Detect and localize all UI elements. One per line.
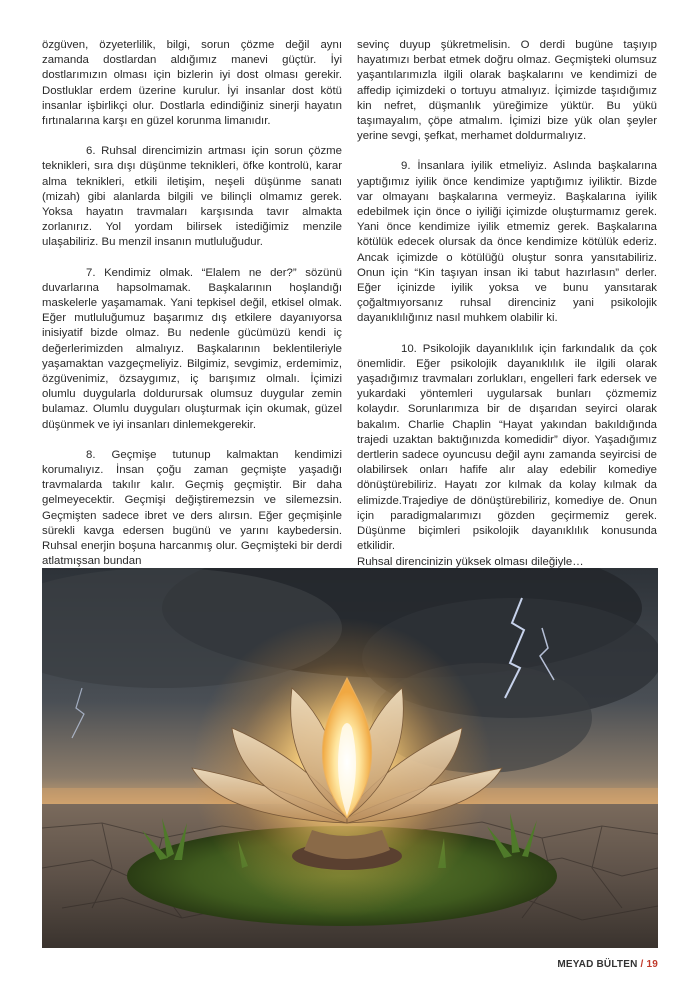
footer-separator: / [640,959,644,970]
closing-wish: Ruhsal direncinizin yüksek olması dileğiyle… [357,555,584,568]
paragraph-friendship: özgüven, özyeterlilik, bilgi, sorun çözme değil aynı zamanda dostlardan aldığımız manevi güçtür. İyi dostlarımızın olması için bizlerin iyi dost olması gerekir. Dostluklar erdem üzerine kurulur. İyi insanlar dost kötü insanlar işbirlikçi olur. Dostlarla edindiğiniz sinerji hayatın fırtınalarına karşı en güzel korunma limanıdır. [42,39,342,128]
paragraph-continuation: sevinç duyup şükretmelisin. O derdi bugüne taşıyıp hayatımızı berbat etmek doğru olmaz. Geçmişteki olumsuz yaşantılarımızla ilgili olarak başkalarını ve kendimizi de affedip içimizdeki o tortuyu atmalıyız. İçimizde taşıdığımız kin nefret, düşmanlık yüreğimize yüktür. Bu yükü taşımayalım, çöpe atmalım. İçimizi bize yük olan şeyler yerine sevgi, şefkat, merhamet doldurmalıyız. [357,39,657,143]
paragraph-item-7: 7. Kendimiz olmak. “Elalem ne der?” sözünü duvarlarına hapsolmamak. Başkalarının hoşlandığı maskelerle yaşamamak. Yani tepkisel değil, etkisel olmak. Eğer mutluluğumuz başarımız dış etkilere dayanıyorsa inisiyatif bizde olmaz. Bu nedenle gücümüzü kendi iç değerlerimizden almalıyız. Başkalarının beklentileriyle yaşamaktan vazgeçmeliyiz. Bilgimiz, sevgimiz, erdemimiz, özgüvenimiz, özsaygımız, iç barışımız olmalı. İçimizi olumlu duygularla doldurursak olumsuz duygular zemin bulamaz. Olumlu duyguları oluşturmak için okumak, güzel düşünmek ve iyi insanları dinlemekgerekir. [42,266,342,431]
right-column [357,38,657,570]
lotus-lamp-storm-photo [42,568,658,948]
paragraph-item-8: 8. Geçmişe tutunup kalmaktan kendimizi korumalıyız. İnsan çoğu zaman geçmişte yaşadığı travmalarda takılır kalır. Geçmiş geçmiştir. Bir daha gelmeyecektir. Geçmişi değiştiremezsin ve silemezsin. Geçmişten sadece ibret ve ders alırsın. Eğer geçmişinle sürekli kavga edersen bugünü ve yarını kaybedersin. Ruhsal enerjin boşuna harcanmış olur. Geçmişteki bir derdi atlatmışsan bundan [42,448,342,568]
paragraph-item-10: 10. Psikolojik dayanıklılık için farkındalık da çok önemlidir. Eğer psikolojik dayanıklılık ile ilgili olarak yaşadığımız travmaları zorlukları, engelleri fark edersek ve yukardaki yöntemleri uygularsak bunları çözmemiz kolaydır. Sorunlarımıza bir de dışarıdan seyirci olarak bakalım. Charlie Chaplin “Hayat yakından bakıldığında trajedi uzaktan baktığınızda komedidir” diyor. Yaşadığımız dertlerin sadece oyuncusu değil aynı zamanda seyircisi de olabilirsek onları hafife alır alay edebilir komediye dönüştürebiliriz. Hayatı zor kılmak da kolay kılmak da elimizde.Trajediye de dönüştürebiliriz, komediye de. Onun için paradigmalarımızı gözden geçirmemiz gerek. Düşünme biçimleri psikolojik dayanıklılık konusunda etkilidir. [357,342,657,553]
publication-name: MEYAD BÜLTEN [557,959,638,970]
paragraph-item-6: 6. Ruhsal direncimizin artması için sorun çözme teknikleri, sıra dışı düşünme teknikleri, öfke kontrolü, karar alma teknikleri, etkili iletişim, neşeli düşünme sanatı (mizah) gibi alanlarda bilgili ve bilinçli olmamız gerek. Yoksa hayatın travmaları karşısında tavır almakta zorlanırız. Yol yordam bilirsek istediğimiz menzile ulaşabiliriz. Bu menzil insanın mutluluğudur. [42,145,342,249]
paragraph-item-9: 9. İnsanlara iyilik etmeliyiz. Aslında başkalarına yaptığımız iyilik önce kendimize yaptığımız iyiliktir. Bizde var olmayanı başkalarına vermeyiz. Başkalarına iyilik edebilmek için önce o iyiliği içimizde oluşturmamız gerek. Yani önce kendimize iyilik etmemiz gerek. Başkalarına kötülük edecek olursak da önce kendimize kötülük ederiz. Ancak içimizde o kötülüğü oluştur sonra yansıtabiliriz. Onun için “Kin taşıyan insan iki tabut hazırlasın” derler. Eğer içinizde iyilik yoksa ve bunu yansıtarak çoğaltmıyorsanız ruhsal direnciniz yani psikolojik dayanıklılığınız nasıl muhkem olabilir ki. [357,160,657,325]
left-column [42,38,342,570]
page-number: 19 [646,959,658,970]
page-footer [557,959,658,970]
